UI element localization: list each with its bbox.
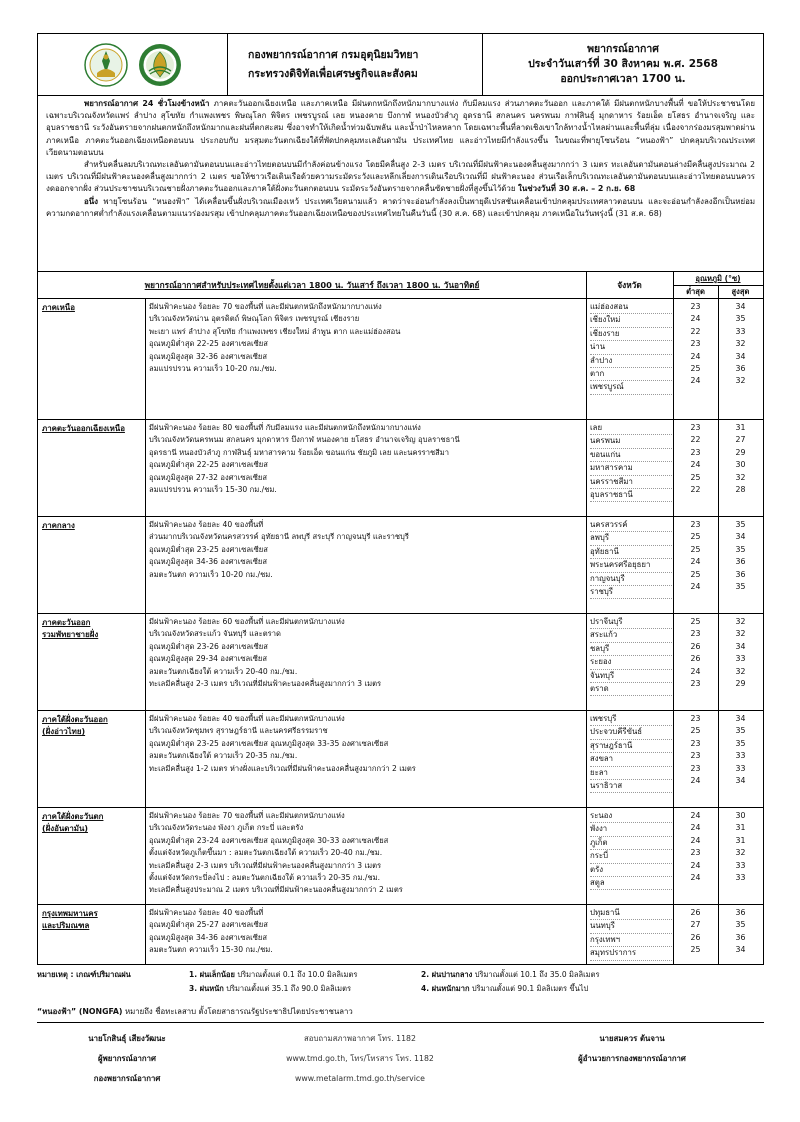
max-temp: 32 <box>735 666 746 676</box>
forecaster-signature <box>37 1029 217 1089</box>
forecast-line: อุณหภูมิต่ำสุด 23-25 องศาเซลเซียส <box>149 544 268 554</box>
note-text: ปริมาณตั้งแต่ 35.1 ถึง 90.0 มิลลิเมตร <box>226 984 352 993</box>
column-divider <box>145 299 146 419</box>
summary-paragraph-3 <box>46 196 755 220</box>
province-name: ตราด <box>590 683 672 696</box>
forecast-line: บริเวณจังหวัดน่าน อุตรดิตถ์ พิษณุโลก พิจิตร เพชรบูรณ์ เชียงราย <box>149 314 360 324</box>
region-forecast <box>149 810 581 897</box>
forecast-table <box>37 271 764 965</box>
region-name-line: ภาคเหนือ <box>42 303 75 312</box>
max-temp-list <box>718 713 763 787</box>
min-temp: 23 <box>690 339 701 349</box>
min-temp: 25 <box>690 617 701 626</box>
summary-line: สำหรับคลื่นลมบริเวณทะเลอันดามันตอนบนและอ่าวไทยตอนบนมีกำลังค่อนข้างแรง โดยมีคลื่นสูง 2-3 เมตร บริเวณที่มีฝนฟ้าคะนองคลื่นสูงมากกว่า 3 เมตร <box>84 160 608 170</box>
province-list <box>590 616 672 696</box>
forecast-line: อุณหภูมิต่ำสุด 22-25 องศาเซลเซียส <box>149 339 268 349</box>
max-temp: 35 <box>735 544 746 554</box>
province-name: สระแก้ว <box>590 629 672 642</box>
province-name: ลพบุรี <box>590 532 672 545</box>
forecast-line: อุณหภูมิสูงสุด 34-36 องศาเซลเซียส <box>149 932 268 942</box>
forecaster-name: นายโกสินธุ์ เสียงวัฒนะ <box>88 1034 166 1043</box>
province-name: เพชรบูรณ์ <box>590 381 672 394</box>
min-temp: 24 <box>690 775 701 785</box>
max-temp: 36 <box>735 908 746 917</box>
contact-service-url: www.metalarm.tmd.go.th/service <box>295 1074 425 1083</box>
max-temp-list <box>718 616 763 690</box>
column-divider <box>145 420 146 516</box>
contact-website: www.tmd.go.th, โทร/โทรสาร โทร. 1182 <box>286 1054 434 1063</box>
note-text: ปริมาณตั้งแต่ 90.1 มิลลิเมตร ขึ้นไป <box>471 984 589 993</box>
min-temp: 26 <box>690 908 701 917</box>
notes-label: หมายเหตุ : เกณฑ์ปริมาณฝน <box>37 970 131 979</box>
min-temp: 24 <box>690 666 701 676</box>
province-name: สงขลา <box>590 753 672 766</box>
min-temp: 25 <box>690 726 701 736</box>
min-temp: 23 <box>690 751 701 761</box>
region-forecast <box>149 301 581 375</box>
storm-name: “หนองฟ้า” (NONGFA) <box>37 1007 123 1016</box>
tmd-logo-icon <box>138 43 182 87</box>
summary-lead: พยากรณ์อากาศ 24 ชั่วโมงข้างหน้า <box>84 99 210 108</box>
max-temp: 33 <box>735 763 746 773</box>
province-name: มหาสารคาม <box>590 462 672 475</box>
max-temp: 31 <box>735 823 746 833</box>
notes-row-1 <box>37 968 764 982</box>
notes-row-2 <box>37 982 764 996</box>
min-temp: 24 <box>690 581 701 591</box>
max-temp: 34 <box>735 641 746 651</box>
director-role: ผู้อำนวยการกองพยากรณ์อากาศ <box>578 1054 686 1063</box>
summary-line: ภาคเหนือในวันพรุ่งนี้ (31 ส.ค. 68) <box>542 208 662 218</box>
max-temp-list <box>718 422 763 496</box>
forecast-line: บริเวณจังหวัดสระแก้ว จันทบุรี และตราด <box>149 629 281 639</box>
region-name-line: ภาคใต้ฝั่งตะวันออก <box>42 715 108 724</box>
region-forecast <box>149 422 581 496</box>
min-temp-list <box>673 907 718 957</box>
summary-paragraph-2 <box>46 159 755 196</box>
forecast-line: ลมตะวันตกเฉียงใต้ ความเร็ว 20-40 กม./ชม. <box>149 666 298 676</box>
header-box <box>37 33 764 96</box>
max-temp-list <box>718 301 763 388</box>
min-temp: 24 <box>690 860 701 870</box>
department-block <box>228 34 483 95</box>
note-term: 3. ฝนหนัก <box>189 984 224 993</box>
forecast-line: มีฝนฟ้าคะนอง ร้อยละ 40 ของพื้นที่ และมีฝนตกหนักบางแห่ง <box>149 714 345 723</box>
province-name: อุทัยธานี <box>590 546 672 559</box>
forecast-line: อุณหภูมิสูงสุด 34-36 องศาเซลเซียส <box>149 557 268 567</box>
logo-area <box>38 34 228 95</box>
max-temp: 34 <box>735 302 746 311</box>
mdes-logo-icon <box>84 43 128 87</box>
max-temp: 36 <box>735 932 746 942</box>
province-name: ราชบุรี <box>590 586 672 599</box>
min-temp: 23 <box>690 447 701 457</box>
province-name: ประจวบคีรีขันธ์ <box>590 726 672 739</box>
max-temp-list <box>718 810 763 884</box>
max-temp: 33 <box>735 751 746 761</box>
forecast-line: อุณหภูมิสูงสุด 27-32 องศาเซลเซียส <box>149 472 268 482</box>
region-row <box>38 807 763 904</box>
province-name: ชลบุรี <box>590 643 672 656</box>
forecast-line: ตั้งแต่จังหวัดภูเก็ตขึ้นมา : ลมตะวันตกเฉียงใต้ ความเร็ว 20-40 กม./ชม. <box>149 848 383 858</box>
province-name: กาญจนบุรี <box>590 573 672 586</box>
province-name: เพชรบุรี <box>590 713 672 726</box>
province-name: ปราจีนบุรี <box>590 616 672 629</box>
table-header-max: สูงสุด <box>731 287 750 296</box>
max-temp: 35 <box>735 581 746 591</box>
forecast-line: อุณหภูมิสูงสุด 29-34 องศาเซลเซียส <box>149 654 268 664</box>
summary-line: นครพนม กาฬสินธุ์ มุกดาหาร ร้อยเอ็ด ยโสธร อำนาจเจริญ และอุบลราชธานี ระวังอันตรายจากฝนตกหนักถึงหนักมากและฝนที่ตกสะสม ซึ่งอาจทำให้เกิดน้ำท่วมฉับพลัน <box>46 111 755 133</box>
forecast-line: ตั้งแต่จังหวัดกระบี่ลงไป : ลมตะวันตกเฉียงใต้ ความเร็ว 20-35 กม./ชม. <box>149 873 381 883</box>
max-temp: 35 <box>735 920 746 930</box>
max-temp: 34 <box>735 532 746 542</box>
region-name <box>42 617 142 642</box>
province-name: น่าน <box>590 341 672 354</box>
summary-paragraph-1 <box>46 98 755 159</box>
province-name: สตูล <box>590 877 672 890</box>
min-temp: 26 <box>690 932 701 942</box>
issued-time: ออกประกาศเวลา 1700 น. <box>560 73 686 85</box>
note-light-rain <box>189 968 357 981</box>
column-divider <box>145 905 146 965</box>
region-row <box>38 298 763 419</box>
min-temp: 24 <box>690 314 701 324</box>
forecast-line: ลมตะวันตก ความเร็ว 15-30 กม./ชม. <box>149 945 273 955</box>
forecast-line: อุณหภูมิต่ำสุด 25-27 องศาเซลเซียส <box>149 920 268 930</box>
min-temp: 25 <box>690 544 701 554</box>
storm-name-meaning: หมายถึง ชื่อทะเลสาบ ตั้งโดยสาธารณรัฐประชาธิปไตยประชาชนลาว <box>124 1007 353 1016</box>
department-name: กองพยากรณ์อากาศ กรมอุตุนิยมวิทยา <box>248 48 419 61</box>
ministry-name: กระทรวงดิจิทัลเพื่อเศรษฐกิจและสังคม <box>248 67 418 80</box>
footer-divider <box>37 1022 764 1023</box>
region-name-line: ภาคกลาง <box>42 521 75 530</box>
region-name-line: (ฝั่งอ่าวไทย) <box>42 727 86 737</box>
province-name: ตรัง <box>590 864 672 877</box>
summary-line: พายุโซนร้อน “หนองฟ้า” ได้เคลื่อนขึ้นฝั่งบริเวณเมืองเหว้ ประเทศเวียดนามแล้ว คาดว่าจะอ่อนกำลังลงเป็นพายุดีเปรสชันเคลื่อนเข้าปกคลุมประเทศลาวตอนบน <box>103 196 643 206</box>
forecast-line: ทะเลมีคลื่นสูง 1-2 เมตร ห่างฝั่งและบริเวณที่มีฝนฟ้าคะนองคลื่นสูงมากกว่า 2 เมตร <box>149 763 416 773</box>
province-name: นนทบุรี <box>590 920 672 933</box>
forecast-line: อุณหภูมิต่ำสุด 22-25 องศาเซลเซียส <box>149 460 268 470</box>
forecast-line: พะเยา แพร่ ลำปาง สุโขทัย กำแพงเพชร เชียงใหม่ ลำพูน ตาก และแม่ฮ่องสอน <box>149 326 401 336</box>
forecast-line: ลมแปรปรวน ความเร็ว 10-20 กม./ชม. <box>149 364 277 374</box>
summary-line: ฝนฟ้าคะนอง ส่วนเรือเล็กบริเวณทะเลอันดามันตอนบนและอ่าวไทยตอนบนควรงดออกจากฝั่ง ส่วนประชาชนบริเวณชายฝั่งภาคตะวันออกและภาคใต้ฝั่งตะวันตกตอนบน <box>46 172 755 194</box>
min-temp: 27 <box>690 920 701 930</box>
region-name-line: รวมพัทยาชายฝั่ง <box>42 630 99 640</box>
min-temp: 23 <box>690 302 701 311</box>
forecast-summary <box>37 96 764 271</box>
forecast-line: มีฝนฟ้าคะนอง ร้อยละ 70 ของพื้นที่ และมีฝนตกหนักบางแห่ง <box>149 811 345 820</box>
forecast-line: อุณหภูมิสูงสุด 32-36 องศาเซลเซียส <box>149 351 268 361</box>
min-temp: 22 <box>690 484 701 494</box>
region-name-line: (ฝั่งอันดามัน) <box>42 824 88 834</box>
max-temp-list <box>718 519 763 593</box>
forecast-line: ทะเลมีคลื่นสูง 2-3 เมตร บริเวณที่มีฝนฟ้าคะนองคลื่นสูงมากกว่า 3 เมตร <box>149 860 382 870</box>
min-temp: 22 <box>690 326 701 336</box>
director-signature <box>500 1029 764 1069</box>
province-name: ภูเก็ต <box>590 837 672 850</box>
min-temp-list <box>673 616 718 690</box>
province-name: แม่ฮ่องสอน <box>590 301 672 314</box>
forecaster-role: ผู้พยากรณ์อากาศ <box>98 1054 156 1063</box>
province-name: นครราชสีมา <box>590 476 672 489</box>
max-temp: 30 <box>735 460 746 470</box>
region-name <box>42 714 142 739</box>
min-temp: 26 <box>690 654 701 664</box>
province-name: ยะลา <box>590 767 672 780</box>
summary-line: มีฝนตกหนักบางพื้นที่ ขอให้ประชาชนโดยเฉพาะบริเวณจังหวัดแพร่ ลำปาง สุโขทัย กำแพงเพชร พิษณุโลก พิจิตร เพชรบูรณ์ เลย หนองคาย บึงกาฬ หนองบัวลำภู อุดรธานี สกลนคร <box>46 99 755 121</box>
forecast-line: บริเวณจังหวัดระนอง พังงา ภูเก็ต กระบี่ และตรัง <box>149 823 304 833</box>
province-name: เชียงใหม่ <box>590 314 672 327</box>
forecast-line: มีฝนฟ้าคะนอง ร้อยละ 60 ของพื้นที่ และมีฝนตกหนักบางแห่ง <box>149 617 345 626</box>
min-temp: 24 <box>690 351 701 361</box>
max-temp: 29 <box>735 447 746 457</box>
min-temp: 24 <box>690 460 701 470</box>
province-name: ตาก <box>590 368 672 381</box>
min-temp: 23 <box>690 629 701 639</box>
min-temp: 25 <box>690 472 701 482</box>
region-name <box>42 908 142 933</box>
province-name: ระยอง <box>590 656 672 669</box>
min-temp-list <box>673 713 718 787</box>
region-row <box>38 419 763 516</box>
min-temp: 23 <box>690 848 701 858</box>
note-text: ปริมาณตั้งแต่ 10.1 ถึง 35.0 มิลลิเมตร <box>474 970 600 979</box>
min-temp: 26 <box>690 641 701 651</box>
region-row <box>38 710 763 807</box>
forecast-line: อุณหภูมิต่ำสุด 23-26 องศาเซลเซียส <box>149 641 268 651</box>
rainfall-notes <box>37 968 764 996</box>
min-temp-list <box>673 301 718 388</box>
max-temp: 31 <box>735 835 746 845</box>
min-temp: 24 <box>690 557 701 567</box>
max-temp: 32 <box>735 472 746 482</box>
min-temp-list <box>673 519 718 593</box>
forecast-line: ทะเลมีคลื่นสูงประมาณ 2 เมตร บริเวณที่มีฝนฟ้าคะนองคลื่นสูงมากกว่า 2 เมตร <box>149 885 403 895</box>
summary-line: และจะอ่อนกำลังลงอีกเป็นหย่อมความกดอากาศต่ำกำลังแรงเคลื่อนตามแนวร่องมรสุม เข้าปกคลุมภาคตะวันออกเฉียงเหนือของประเทศไทยในคืนวันนี้ (30 ส.ค. 68) และเข้าปกคลุม <box>46 196 756 218</box>
province-name: ลำปาง <box>590 355 672 368</box>
max-temp: 27 <box>735 435 746 445</box>
forecast-line: อุณหภูมิต่ำสุด 23-24 องศาเซลเซียส อุณหภูมิสูงสุด 30-33 องศาเซลเซียส <box>149 835 389 845</box>
max-temp: 32 <box>735 629 746 639</box>
province-name: นครสวรรค์ <box>590 519 672 532</box>
region-name <box>42 520 142 532</box>
region-forecast <box>149 519 581 581</box>
summary-period: ในช่วงวันที่ 30 ส.ค. – 2 ก.ย. 68 <box>518 184 636 194</box>
max-temp: 31 <box>735 423 746 432</box>
forecaster-division: กองพยากรณ์อากาศ <box>93 1074 161 1083</box>
forecast-line: ทะเลมีคลื่นสูง 2-3 เมตร บริเวณที่มีฝนฟ้าคะนองคลื่นสูงมากกว่า 3 เมตร <box>149 679 382 689</box>
min-temp: 23 <box>690 678 701 688</box>
column-divider <box>145 808 146 904</box>
max-temp: 29 <box>735 678 746 688</box>
max-temp: 32 <box>735 376 746 386</box>
region-name-line: กรุงเทพมหานคร <box>42 909 98 918</box>
note-term: 2. ฝนปานกลาง <box>421 970 473 979</box>
forecast-line: มีฝนฟ้าคะนอง ร้อยละ 80 ของพื้นที่ กับมีลมแรง และมีฝนตกหนักถึงหนักมากบางแห่ง <box>149 423 421 432</box>
max-temp: 34 <box>735 351 746 361</box>
province-name: เชียงราย <box>590 328 672 341</box>
max-temp: 34 <box>735 714 746 723</box>
province-name: ระนอง <box>590 810 672 823</box>
province-list <box>590 422 672 502</box>
province-list <box>590 907 672 961</box>
max-temp: 35 <box>735 738 746 748</box>
note-term: 1. ฝนเล็กน้อย <box>189 970 235 979</box>
max-temp: 33 <box>735 860 746 870</box>
max-temp: 36 <box>735 569 746 579</box>
max-temp: 35 <box>735 314 746 324</box>
table-header-province: จังหวัด <box>617 280 642 290</box>
max-temp: 32 <box>735 848 746 858</box>
min-temp: 24 <box>690 823 701 833</box>
min-temp: 23 <box>690 520 701 529</box>
province-name: นราธิวาส <box>590 780 672 793</box>
max-temp: 32 <box>735 617 746 626</box>
region-name-line: ภาคตะวันออก <box>42 618 91 627</box>
forecast-title: พยากรณ์อากาศ <box>587 43 659 55</box>
column-divider <box>145 711 146 807</box>
region-name-line: ภาคใต้ฝั่งตะวันตก <box>42 812 104 821</box>
region-name-line: และปริมณฑล <box>42 921 90 931</box>
min-temp-list <box>673 422 718 496</box>
forecast-line: มีฝนฟ้าคะนอง ร้อยละ 70 ของพื้นที่ และมีฝนตกหนักถึงหนักมากบางแห่ง <box>149 302 382 311</box>
max-temp: 33 <box>735 872 746 882</box>
province-name: ปทุมธานี <box>590 907 672 920</box>
min-temp-list <box>673 810 718 884</box>
min-temp: 24 <box>690 835 701 845</box>
column-divider <box>145 614 146 710</box>
region-row <box>38 613 763 710</box>
max-temp: 35 <box>735 520 746 529</box>
forecast-line: บริเวณจังหวัดนครพนม สกลนคร มุกดาหาร บึงกาฬ หนองคาย ยโสธร อำนาจเจริญ อุบลราชธานี <box>149 435 460 445</box>
summary-line: ระมัดระวังอันตรายจากคลื่นซัดชายฝั่งที่สูงขึ้นไว้ด้วย <box>341 184 516 194</box>
min-temp: 24 <box>690 872 701 882</box>
max-temp: 36 <box>735 363 746 373</box>
summary-line: ภาคตะวันออกเฉียงเหนือ และภาคเหนือ มีฝนตกหนักถึงหนักมากบางแห่ง กับมีลมแรง ส่วนภาคตะวันออก และภาคใต้ <box>213 99 610 108</box>
forecast-line: ลมตะวันตกเฉียงใต้ ความเร็ว 20-35 กม./ชม. <box>149 751 298 761</box>
province-name: สมุทรปราการ <box>590 947 672 960</box>
region-name-line: ภาคตะวันออกเฉียงเหนือ <box>42 424 125 433</box>
storm-name-note <box>37 1005 764 1018</box>
province-name: เลย <box>590 422 672 435</box>
note-text: ปริมาณตั้งแต่ 0.1 ถึง 10.0 มิลลิเมตร <box>237 970 358 979</box>
max-temp: 30 <box>735 811 746 820</box>
region-name <box>42 423 142 435</box>
summary-line: ทะเลอันดามันตอนล่างมีคลื่นสูงประมาณ 2 เมตร บริเวณที่มีฝนฟ้าคะนองคลื่นสูงมากกว่า 2 เมตร ขอให้ชาวเรือเดินเรือด้วยความระมัดระวังและหลีกเลี่ยงการเดินเรือบริเวณที่มี <box>46 160 755 182</box>
summary-line: และน้ำป่าไหลหลาก โดยเฉพาะพื้นที่ลาดเชิงเขาใกล้ทางน้ำไหลผ่านและพื้นที่ลุ่ม เนื่องจากร่องมรสุมพาดผ่านภาคเหนือ ภาคตะวันออกเฉียงเหนือตอนบน ประกอบกับ <box>46 123 755 145</box>
forecast-line: บริเวณจังหวัดชุมพร สุราษฎร์ธานี และนครศรีธรรมราช <box>149 726 328 736</box>
region-name <box>42 302 142 314</box>
province-name: สุราษฎร์ธานี <box>590 740 672 753</box>
min-temp: 25 <box>690 945 701 955</box>
forecast-date: ประจำวันเสาร์ที่ 30 สิงหาคม พ.ศ. 2568 <box>528 58 718 70</box>
province-list <box>590 810 672 890</box>
table-header-temperature: อุณหภูมิ (°ซ) <box>695 274 741 283</box>
note-term: 4. ฝนหนักมาก <box>421 984 470 993</box>
region-row <box>38 516 763 613</box>
province-name: พังงา <box>590 823 672 836</box>
province-list <box>590 301 672 395</box>
min-temp: 24 <box>690 376 701 386</box>
min-temp: 25 <box>690 532 701 542</box>
contact-phone: สอบถามสภาพอากาศ โทร. 1182 <box>304 1034 416 1043</box>
min-temp: 23 <box>690 738 701 748</box>
forecast-title-block <box>483 34 763 95</box>
summary-note-lead: อนึ่ง <box>84 196 98 206</box>
region-row <box>38 904 763 965</box>
max-temp: 34 <box>735 945 746 955</box>
forecast-line: อุดรธานี หนองบัวลำภู กาฬสินธุ์ มหาสารคาม ร้อยเอ็ด ขอนแก่น ชัยภูมิ เลย และนครราชสีมา <box>149 447 450 457</box>
province-name: จันทบุรี <box>590 670 672 683</box>
forecast-line: ลมตะวันตก ความเร็ว 10-20 กม./ชม. <box>149 569 273 579</box>
min-temp: 23 <box>690 763 701 773</box>
max-temp: 28 <box>735 484 746 494</box>
director-name: นายสมควร ต้นจาน <box>599 1034 665 1043</box>
max-temp: 36 <box>735 557 746 567</box>
note-heavy-rain <box>189 982 351 995</box>
max-temp-list <box>718 907 763 957</box>
min-temp: 22 <box>690 435 701 445</box>
province-name: ขอนแก่น <box>590 449 672 462</box>
max-temp: 33 <box>735 326 746 336</box>
province-name: พระนครศรีอยุธยา <box>590 559 672 572</box>
province-list <box>590 519 672 599</box>
province-name: อุบลราชธานี <box>590 489 672 502</box>
province-name: กระบี่ <box>590 850 672 863</box>
min-temp: 25 <box>690 569 701 579</box>
max-temp: 35 <box>735 726 746 736</box>
province-name: กรุงเทพฯ <box>590 934 672 947</box>
contact-info <box>240 1029 480 1089</box>
max-temp: 33 <box>735 654 746 664</box>
min-temp: 24 <box>690 811 701 820</box>
province-name: นครพนม <box>590 435 672 448</box>
forecast-line: มีฝนฟ้าคะนอง ร้อยละ 40 ของพื้นที่ <box>149 520 264 529</box>
note-very-heavy-rain <box>421 982 588 995</box>
min-temp: 23 <box>690 423 701 432</box>
region-forecast <box>149 907 581 957</box>
min-temp: 25 <box>690 363 701 373</box>
forecast-line: ลมแปรปรวน ความเร็ว 15-30 กม./ชม. <box>149 485 277 495</box>
table-header-min: ต่ำสุด <box>686 287 705 296</box>
column-divider <box>145 517 146 613</box>
min-temp: 23 <box>690 714 701 723</box>
forecast-line: มีฝนฟ้าคะนอง ร้อยละ 40 ของพื้นที่ <box>149 908 264 917</box>
forecast-line: อุณหภูมิต่ำสุด 23-25 องศาเซลเซียส อุณหภูมิสูงสุด 33-35 องศาเซลเซียส <box>149 738 389 748</box>
max-temp: 32 <box>735 339 746 349</box>
forecast-line: ส่วนมากบริเวณจังหวัดนครสวรรค์ อุทัยธานี ลพบุรี สระบุรี กาญจนบุรี และราชบุรี <box>149 532 409 542</box>
note-moderate-rain <box>421 968 600 981</box>
table-header-forecast: พยากรณ์อากาศสำหรับประเทศไทยตั้งแต่เวลา 1800 น. วันเสาร์ ถึงเวลา 1800 น. วันอาทิตย์ <box>144 280 480 290</box>
max-temp: 34 <box>735 775 746 785</box>
region-name <box>42 811 142 836</box>
region-forecast <box>149 713 581 775</box>
province-list <box>590 713 672 793</box>
summary-line: มรสุมตะวันตกเฉียงใต้ที่พัดปกคลุมทะเลอันดามัน ประเทศไทย และอ่าวไทยมีกำลังแรงขึ้น ในขณะที่พายุโซนร้อน “หนองฟ้า” ปกคลุมบริเวณประเทศเวียดนามตอนบน <box>46 135 755 157</box>
region-forecast <box>149 616 581 690</box>
